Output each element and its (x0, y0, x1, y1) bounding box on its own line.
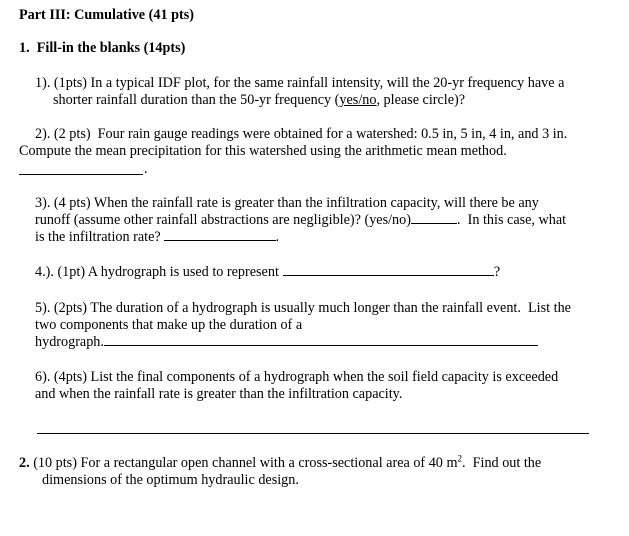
q1-line-1: 1). (1pts) In a typical IDF plot, for the same rainfall intensity, will the 20-yr frequency have a (35, 75, 565, 91)
q2-line-2: Compute the mean precipitation for this watershed using the arithmetic mean method. (19, 143, 507, 159)
q3-line-1: 3). (4 pts) When the rainfall rate is greater than the infiltration capacity, will there be any (35, 195, 539, 211)
q3-line-3 (35, 229, 279, 246)
section-2-superscript: 2 (457, 453, 462, 464)
q3-text-b: . In this case, what (456, 212, 567, 228)
section-2-text-a: (10 pts) For a rectangular open channel with a cross-sectional area of 40 m (33, 455, 458, 471)
q3-infiltration-blank[interactable] (164, 239, 276, 241)
section-2-line-2: dimensions of the optimum hydraulic design. (42, 472, 299, 488)
q4-line (35, 264, 500, 281)
q5-text-c: hydrograph. (35, 334, 104, 350)
q3-yes-no-blank[interactable] (411, 222, 457, 224)
q2-blank-end: . (144, 161, 148, 177)
q2-answer-blank[interactable] (19, 174, 143, 175)
q5-line-2: two components that make up the duration of a (35, 317, 303, 333)
q3-end: . (275, 229, 280, 245)
q1-text-b: , please circle)? (376, 92, 466, 108)
q6-line-1: 6). (4pts) List the final components of a hydrograph when the soil field capacity is exceeded (35, 369, 559, 385)
q5-line-3 (35, 334, 538, 351)
q3-line-2 (35, 212, 566, 229)
q4-text: 4.). (1pt) A hydrograph is used to represent (35, 264, 279, 280)
q6-answer-line[interactable] (37, 433, 589, 434)
q3-text-a: runoff (assume other rainfall abstractions are negligible)? (yes/no) (35, 212, 411, 228)
section-1-heading: 1. Fill-in the blanks (14pts) (19, 40, 186, 56)
q1-yes-no-option[interactable]: yes/no (339, 92, 377, 108)
section-2-line-1 (19, 455, 541, 472)
q3-text-c: is the infiltration rate? (35, 229, 161, 245)
section-2-text-b: . Find out the (461, 455, 542, 471)
q5-answer-blank[interactable] (104, 344, 538, 346)
q2-line-1: 2). (2 pts) Four rain gauge readings were obtained for a watershed: 0.5 in, 5 in, 4 in, and 3 in. (35, 126, 568, 142)
q6-line-2: and when the rainfall rate is greater than the infiltration capacity. (35, 386, 403, 402)
q1-text-a: shorter rainfall duration than the 50-yr frequency ( (53, 92, 340, 108)
part-title: Part III: Cumulative (41 pts) (19, 7, 194, 23)
q4-answer-blank[interactable] (283, 274, 494, 276)
q4-end: ? (493, 264, 501, 280)
section-2-number: 2. (19, 455, 34, 471)
q5-line-1: 5). (2pts) The duration of a hydrograph is usually much longer than the rainfall event. List the (35, 300, 571, 316)
q1-line-2 (53, 92, 465, 109)
